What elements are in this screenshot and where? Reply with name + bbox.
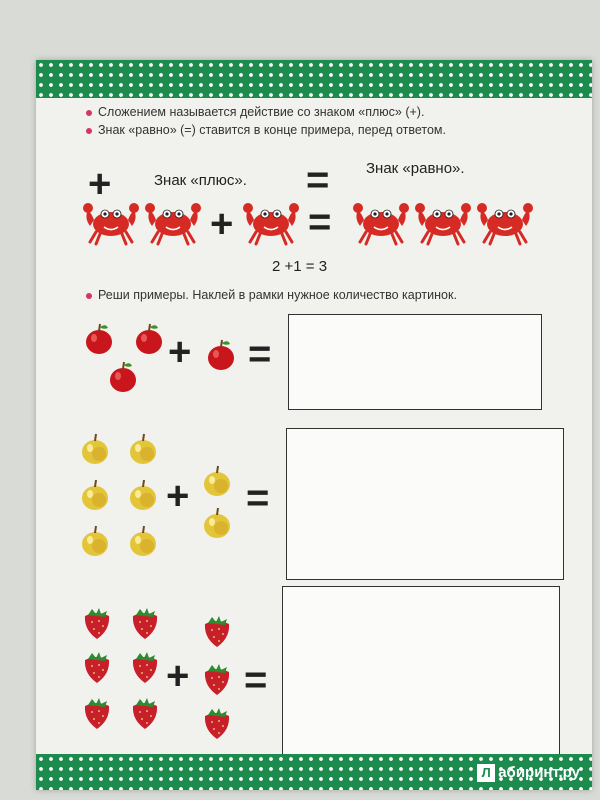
strawberry-icon — [82, 650, 112, 684]
answer-frame — [282, 586, 560, 772]
strawberry-icon — [82, 696, 112, 730]
strawberry-icon — [202, 662, 232, 696]
plus-sign: + — [88, 162, 112, 206]
workbook-page — [36, 60, 592, 790]
apple-yellow-icon — [128, 432, 158, 466]
bullet-icon — [86, 128, 92, 134]
strawberry-icon — [82, 606, 112, 640]
crab-icon — [242, 196, 300, 248]
intro-line-1 — [86, 105, 424, 119]
strawberry-icon — [130, 696, 160, 730]
watermark-logo-icon: Л — [477, 764, 495, 782]
bullet-icon — [86, 293, 92, 299]
top-polka-dot-band — [36, 60, 592, 98]
watermark — [477, 764, 580, 782]
crab-icon — [352, 196, 410, 248]
equals-sign: = — [306, 158, 330, 202]
apple-red-icon — [108, 360, 138, 394]
intro-line-1-text: Сложением называется действие со знаком «плюс» (+). — [98, 105, 425, 119]
strawberry-icon — [130, 650, 160, 684]
apple-red-icon — [206, 338, 236, 372]
apple-yellow-icon — [80, 478, 110, 512]
plus-operator: + — [166, 654, 190, 698]
task-instruction — [86, 288, 457, 302]
intro-line-2-text: Знак «равно» (=) ставится в конце примера, перед ответом. — [98, 123, 446, 137]
plus-operator: + — [210, 202, 234, 246]
apple-red-icon — [84, 322, 114, 356]
answer-frame — [286, 428, 564, 580]
plus-operator: + — [168, 330, 192, 374]
plus-label: Знак «плюс». — [154, 172, 247, 189]
bullet-icon — [86, 110, 92, 116]
equals-operator: = — [248, 332, 272, 376]
apple-yellow-icon — [202, 506, 232, 540]
crab-equation: 2 +1 = 3 — [272, 258, 328, 275]
crab-icon — [414, 196, 472, 248]
strawberry-icon — [130, 606, 160, 640]
answer-frame — [288, 314, 542, 410]
apple-red-icon — [134, 322, 164, 356]
apple-yellow-icon — [80, 524, 110, 558]
crab-icon — [144, 196, 202, 248]
equals-label: Знак «равно». — [366, 160, 465, 177]
intro-line-2 — [86, 123, 446, 137]
apple-yellow-icon — [128, 524, 158, 558]
equals-operator: = — [246, 476, 270, 520]
apple-yellow-icon — [128, 478, 158, 512]
watermark-text: абиринт.ру — [498, 764, 580, 781]
plus-operator: + — [166, 474, 190, 518]
crab-icon — [82, 196, 140, 248]
crab-icon — [476, 196, 534, 248]
task-instruction-text: Реши примеры. Наклей в рамки нужное количество картинок. — [98, 288, 457, 302]
strawberry-icon — [202, 706, 232, 740]
apple-yellow-icon — [202, 464, 232, 498]
strawberry-icon — [202, 614, 232, 648]
apple-yellow-icon — [80, 432, 110, 466]
equals-operator: = — [244, 658, 268, 702]
equals-operator: = — [308, 200, 332, 244]
